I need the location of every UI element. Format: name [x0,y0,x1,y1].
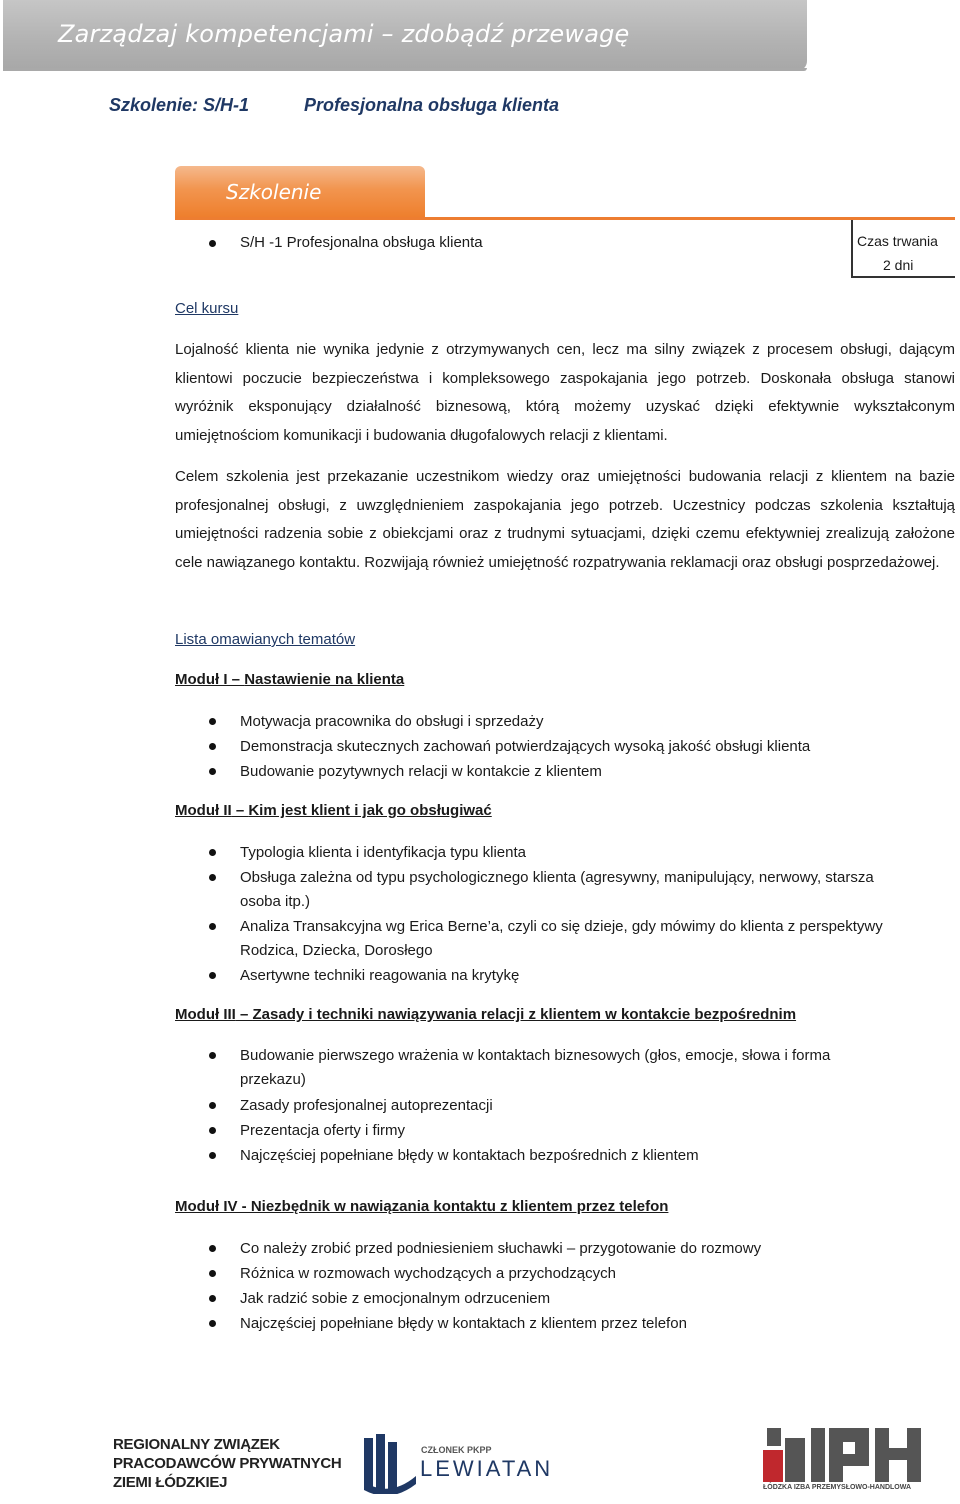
bullet-icon [209,1127,216,1134]
bullet-icon [209,1052,216,1059]
list-item: Prezentacja oferty i firmy [240,1122,406,1139]
goal-heading: Cel kursu [175,300,239,317]
goal-paragraph-2: Celem szkolenia jest przekazanie uczestnikom wiedzy oraz umiejętności budowania relacji z klientem na bazie profesjonalnej obsługi, z uwzględnieniem zaspokajania jego potrzeb. Uczestnicy podczas szkolenia kształtują umiejętności radzenia sobie z obiekcjami oraz z trudnymi sytuacjami, dzięki czemu efektywniej zrealizują założone cele nawiązanego kontaktu. Rozwijają również umiejętność rozpatrywania reklamacji oraz obsługi posprzedażowej. [175,468,955,571]
bullet-icon [209,1295,216,1302]
bullet-icon [209,768,216,775]
bullet-icon [209,1320,216,1327]
duration-box-border [851,220,853,278]
module-1-heading: Moduł I – Nastawienie na klienta [175,671,405,688]
bullet-icon [209,1152,216,1159]
list-item: Demonstracja skutecznych zachowań potwierdzających wysoką jakość obsługi klienta [240,738,811,755]
list-item-continuation: osoba itp.) [240,893,311,910]
section-tab [175,166,425,217]
banner-title: Zarządzaj kompetencjami – zdobądź przewagę [58,20,630,48]
list-item: Najczęściej popełniane błędy w kontaktach z klientem przez telefon [240,1315,687,1332]
list-item: Analiza Transakcyjna wg Erica Berne’a, czyli co się dzieje, gdy mówimy do klienta z perspektywy [240,918,883,935]
list-item: Różnica w rozmowach wychodzących a przychodzących [240,1265,616,1282]
course-code: Szkolenie: S/H-1 [109,95,250,115]
section-tab-label: Szkolenie [226,180,322,204]
list-item: Typologia klienta i identyfikacja typu klienta [240,844,526,861]
list-item: Budowanie pierwszego wrażenia w kontaktach biznesowych (głos, emocje, słowa i forma [240,1047,831,1064]
bullet-icon [209,972,216,979]
training-item: S/H -1 Profesjonalna obsługa klienta [240,234,483,251]
list-item: Zasady profesjonalnej autoprezentacji [240,1097,493,1114]
list-item: Najczęściej popełniane błędy w kontaktach bezpośrednich z klientem [240,1147,699,1164]
duration-value: 2 dni [883,257,914,273]
goal-paragraph-1: Lojalność klienta nie wynika jedynie z otrzymywanych cen, lecz ma silny związek z procesem obsługi, dającym klientowi poczucie bezpieczeństwa i kompleksowego zaspokajania jego potrzeb. Doskonała obsługa stanowi wyróżnik eksponujący działalność biznesową, którą możemy uzyskać dzięki efektywnie wykształconym umiejętnościom komunikacji i budowania długofalowych relacji z klientami. [175,341,955,444]
header-banner [3,0,807,71]
lewiatan-mark-icon [362,1432,418,1494]
duration-label: Czas trwania [857,233,938,249]
topics-heading: Lista omawianych tematów [175,631,356,648]
module-2-heading: Moduł II – Kim jest klient i jak go obsługiwać [175,802,492,819]
list-item-continuation: przekazu) [240,1071,306,1088]
bullet-icon [209,874,216,881]
list-item: Asertywne techniki reagowania na krytykę [240,967,520,984]
bullet-icon [209,1245,216,1252]
bullet-icon [209,1270,216,1277]
bullet-icon [209,743,216,750]
list-item: Budowanie pozytywnych relacji w kontakcie z klientem [240,763,602,780]
list-item: Jak radzić sobie z emocjonalnym odrzuceniem [240,1290,551,1307]
course-name: Profesjonalna obsługa klienta [304,95,560,115]
bullet-icon [209,849,216,856]
bullet-icon [209,240,216,247]
list-item: Motywacja pracownika do obsługi i sprzedaży [240,713,544,730]
module-3-heading: Moduł III – Zasady i techniki nawiązywania relacji z klientem w kontakcie bezpośrednim [175,1006,797,1023]
module-4-heading: Moduł IV - Niezbędnik w nawiązania kontaktu z klientem przez telefon [175,1198,669,1215]
list-item-continuation: Rodzica, Dziecka, Dorosłego [240,942,433,959]
list-item: Obsługa zależna od typu psychologicznego klienta (agresywny, manipulujący, nerwowy, starsza [240,869,874,886]
list-item: Co należy zrobić przed podniesieniem słuchawki – przygotowanie do rozmowy [240,1240,762,1257]
bullet-icon [209,718,216,725]
duration-box-border-bottom [851,276,955,278]
section-divider [175,217,955,220]
liph-mark-icon [763,1424,923,1482]
bullet-icon [209,1102,216,1109]
bullet-icon [209,923,216,930]
